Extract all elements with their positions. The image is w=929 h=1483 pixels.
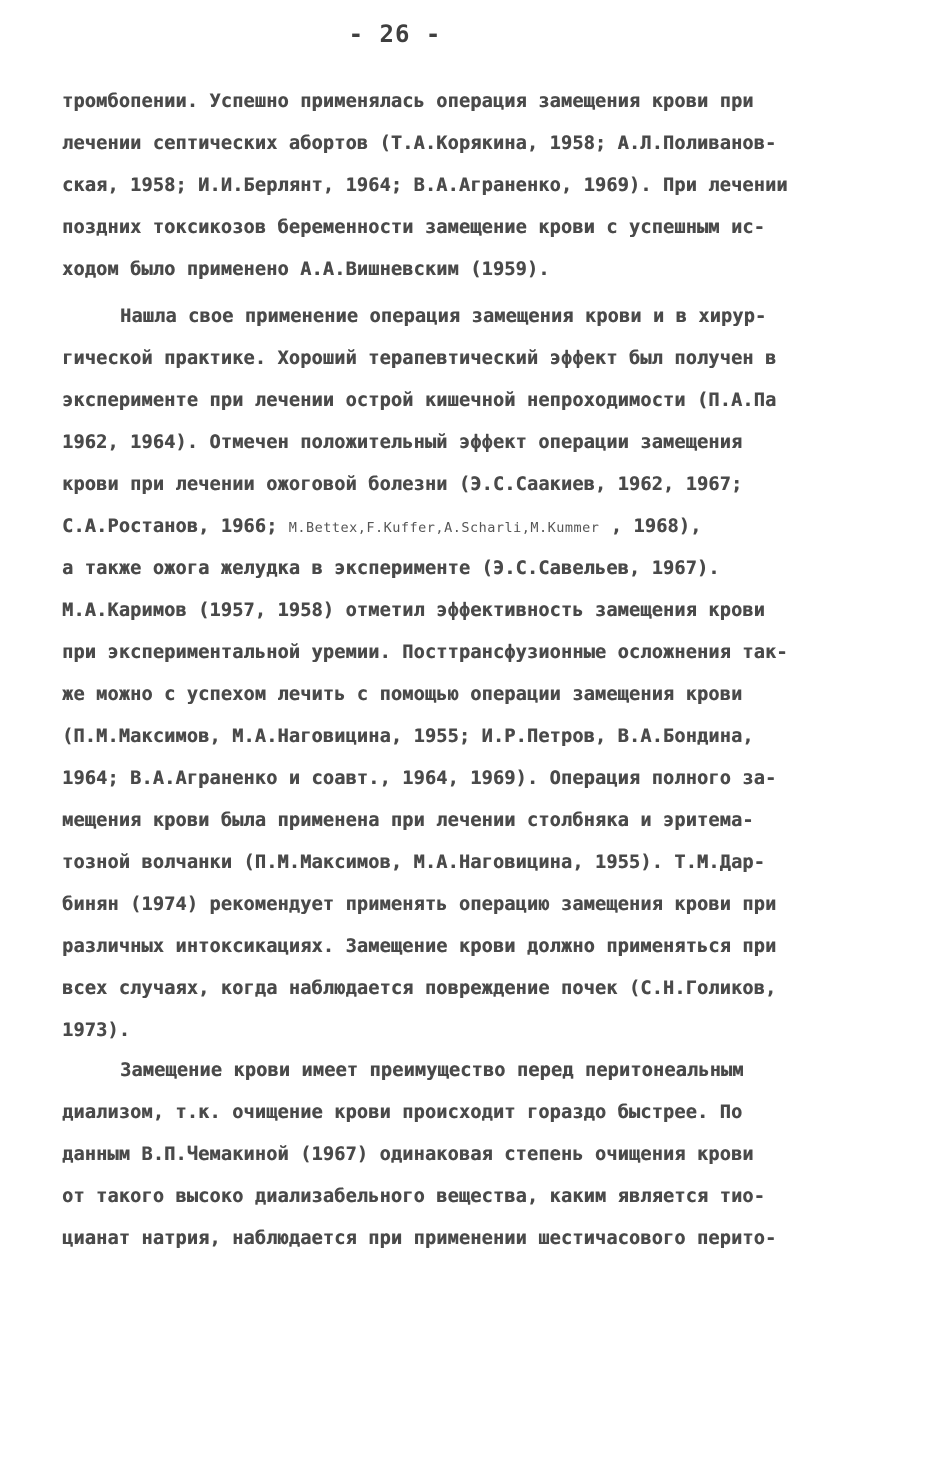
text-line: тромбопении. Успешно применялась операция замещения крови при — [62, 91, 754, 112]
text-line: 1964; В.А.Аграненко и соавт., 1964, 1969). Операция полного за- — [62, 768, 777, 789]
text-line: 1962, 1964). Отмечен положительный эффект операции замещения — [62, 432, 743, 453]
text-line: Замещение крови имеет преимущество перед перитонеальным — [120, 1060, 744, 1081]
text-line: тозной волчанки (П.М.Максимов, М.А.Наговицина, 1955). Т.М.Дар- — [62, 852, 765, 873]
text-line: эксперименте при лечении острой кишечной непроходимости (П.А.Па — [62, 390, 777, 411]
page-number: - 26 - — [348, 20, 442, 48]
text-line: лечении септических абортов (Т.А.Корякина, 1958; А.Л.Поливанов- — [62, 133, 777, 154]
paragraph-3 — [62, 1050, 872, 1260]
text-line: крови при лечении ожоговой болезни (Э.С.Саакиев, 1962, 1967; — [62, 474, 743, 495]
text-line: данным В.П.Чемакиной (1967) одинаковая степень очищения крови — [62, 1144, 754, 1165]
text-line: Нашла свое применение операция замещения крови и в хирур- — [120, 306, 767, 327]
text-line: а также ожога желудка в эксперименте (Э.С.Савельев, 1967). — [62, 558, 720, 579]
latin-author-list: M.Bettex,F.Kuffer,A.Scharli,M.Kummer — [288, 520, 600, 536]
paragraph-2 — [62, 296, 872, 1052]
text-line: цианат натрия, наблюдается при применении шестичасового перито- — [62, 1228, 777, 1249]
text-line: гической практике. Хороший терапевтический эффект был получен в — [62, 348, 777, 369]
text-line: поздних токсикозов беременности замещение крови с успешным ис- — [62, 217, 765, 238]
text-line-mixed — [62, 506, 872, 548]
text-segment: С.А.Ростанов, 1966; — [62, 516, 289, 537]
text-line: различных интоксикациях. Замещение крови должно применяться при — [62, 936, 777, 957]
text-segment: , 1968), — [599, 516, 702, 537]
text-line: всех случаях, когда наблюдается повреждение почек (С.Н.Голиков, — [62, 978, 777, 999]
text-line: диализом, т.к. очищение крови происходит гораздо быстрее. По — [62, 1102, 743, 1123]
text-line: (П.М.Максимов, М.А.Наговицина, 1955; И.Р.Петров, В.А.Бондина, — [62, 726, 754, 747]
text-line: же можно с успехом лечить с помощью операции замещения крови — [62, 684, 743, 705]
text-line: от такого высоко диализабельного вещества, каким является тио- — [62, 1186, 765, 1207]
text-line: 1973). — [62, 1020, 131, 1041]
text-line: при экспериментальной уремии. Посттрансфузионные осложнения так- — [62, 642, 788, 663]
paragraph-1 — [62, 81, 872, 291]
text-line: бинян (1974) рекомендует применять операцию замещения крови при — [62, 894, 777, 915]
text-line: М.А.Каримов (1957, 1958) отметил эффективность замещения крови — [62, 600, 765, 621]
text-line: ская, 1958; И.И.Берлянт, 1964; В.А.Аграненко, 1969). При лечении — [62, 175, 788, 196]
text-line: ходом было применено А.А.Вишневским (1959). — [62, 259, 550, 280]
text-line: мещения крови была применена при лечении столбняка и эритема- — [62, 810, 754, 831]
